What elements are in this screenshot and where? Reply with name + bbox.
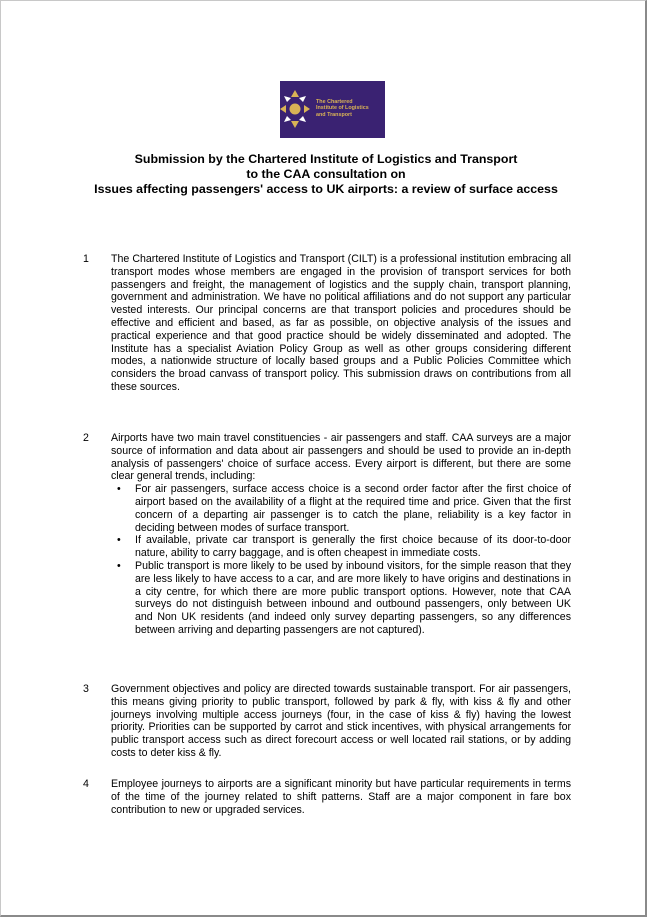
paragraph-3: [83, 683, 571, 760]
paragraph-4: [83, 778, 571, 816]
logo-text-line-2: Institute of Logistics: [316, 105, 369, 112]
logo-text: [316, 99, 382, 118]
paragraph-text: Government objectives and policy are directed towards sustainable transport. For air passengers, this means giving priority to public transport, followed by park & fly, with kiss & fly and other journeys involving multiple access journeys (four, in the case of kiss & fly) having the lowest priority. Priorities can be supported by carrot and stick incentives, with physical arrangements for public transport access such as direct forecourt access or well located rail stations, or by adding costs to deter kiss & fly.: [111, 683, 571, 759]
paragraph-1: [83, 253, 571, 394]
cilt-logo: [280, 81, 385, 138]
logo-text-line-3: and Transport: [316, 111, 352, 118]
paragraph-text: Employee journeys to airports are a significant minority but have particular requirements in terms of the time of the journey related to shift patterns. Staff are a major component in fare box contribution to new or upgraded services.: [111, 778, 571, 816]
title-line-2: to the CAA consultation on: [246, 167, 406, 181]
bullet-text: Public transport is more likely to be used by inbound visitors, for the simple reason that they are less likely to have access to a car, and are more likely to have origins and destinations in a city centre, for which there are more public transport options. However, note that CAA surveys do not distinguish between inbound and outbound passengers, only between UK and Non UK residents (and indeed only survey departing passengers, so any differences between arriving and departing passengers are not captured).: [135, 559, 571, 636]
logo-text-line-1: The Chartered: [316, 99, 353, 105]
bullet-icon: •: [117, 559, 121, 572]
bullet-text: For air passengers, surface access choice is a second order factor after the first choice of airport based on the availability of a flight at the required time and price. Given that the first concern of a departing air passenger is to catch the plane, reliability is a key factor in deciding between modes of surface transport.: [135, 483, 571, 534]
bullet-list: [111, 483, 571, 637]
bullet-item: [111, 483, 571, 534]
paragraph-number: 4: [83, 778, 89, 790]
bullet-icon: •: [117, 534, 121, 547]
compass-arrows-icon: [280, 81, 316, 138]
bullet-item: [111, 534, 571, 560]
title-line-3: Issues affecting passengers' access to UK airports: a review of surface access: [94, 182, 558, 196]
title-line-1: Submission by the Chartered Institute of Logistics and Transport: [134, 152, 518, 166]
paragraph-text: Airports have two main travel constituencies - air passengers and staff. CAA surveys are a major source of information and data about air passengers and should be used to provide an in-depth analysis of passengers' choice of surface access. Every airport is different, but there are some clear general trends, including:: [111, 432, 571, 483]
paragraph-number: 3: [83, 683, 89, 695]
bullet-item: [111, 560, 571, 637]
paragraph-text: The Chartered Institute of Logistics and Transport (CILT) is a professional institution embracing all transport modes whose members are engaged in the provision of transport services for both passengers and freight, the management of logistics and the supply chain, transport planning, government and administration. We have no political affiliations and do not support any particular vested interests. Our principal concerns are that transport policies and procedures should be effective and efficient and based, as far as possible, on objective analysis of the issues and practical experience and that good practice should be widely disseminated and adopted. The Institute has a specialist Aviation Policy Group as well as other groups considering different modes, a nationwide structure of locally based groups and a Public Policies Committee which considers the broad canvass of transport policy. This submission draws on contributions from all these sources.: [111, 253, 571, 393]
document-title: [61, 152, 591, 197]
paragraph-number: 1: [83, 253, 89, 265]
paragraph-number: 2: [83, 432, 89, 444]
bullet-icon: •: [117, 483, 121, 496]
paragraph-2: [83, 432, 571, 637]
bullet-text: If available, private car transport is generally the first choice because of its door-to-door nature, ability to carry baggage, and is often cheapest in immediate costs.: [135, 534, 571, 560]
